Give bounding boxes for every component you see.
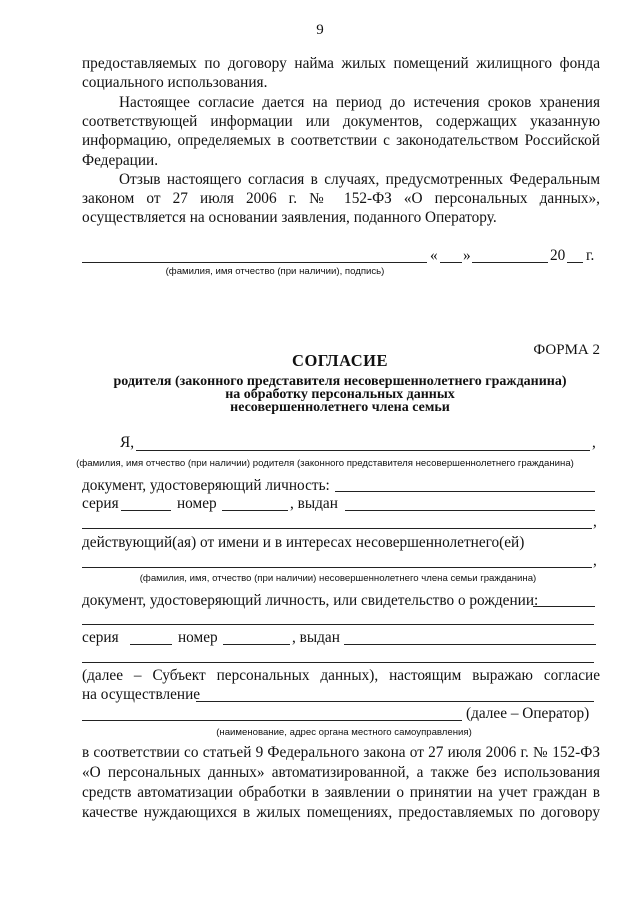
- nomer-line[interactable]: [222, 510, 288, 511]
- doc-label-2: документ, удостоверяющий личность, или свидетельство о рождении:: [82, 592, 539, 609]
- paragraph-law-reference: в соответствии со статьей 9 Федерального закона от 27 июля 2006 г. № 152-ФЗ «О персональных данных» автоматизированной, а также без использования средств автоматизации обработки в заявлении о принятии на учет граждан в качестве нуждающихся в жилых помещениях, предоставляемых по договору: [82, 744, 600, 821]
- subject-text: (далее – Субъект персональных данных), настоящим выражаю согласие: [82, 667, 600, 684]
- nomer-label: номер: [177, 495, 217, 512]
- doc-cont-line-2[interactable]: [82, 624, 594, 625]
- nomer-label-2: номер: [178, 629, 218, 646]
- org-caption: (наименование, адрес органа местного самоуправления): [216, 727, 472, 738]
- acting-text: действующий(ая) от имени и в интересах несовершеннолетнего(ей): [82, 534, 525, 551]
- seria-line[interactable]: [121, 510, 171, 511]
- vydan-line[interactable]: [345, 510, 595, 511]
- seria-line-2[interactable]: [130, 644, 172, 645]
- nomer-line-2[interactable]: [223, 644, 290, 645]
- form-subtitle-3: несовершеннолетнего члена семьи: [230, 400, 450, 415]
- paragraph-continuation: предоставляемых по договору найма жилых помещений жилищного фонда социального использования.: [82, 55, 600, 92]
- child-caption: (фамилия, имя, отчество (при наличии) несовершеннолетнего члена семьи гражданина): [139, 573, 537, 584]
- date-year-line[interactable]: [567, 262, 583, 263]
- paragraph-withdrawal: Отзыв настоящего согласия в случаях, предусмотренных Федеральным законом от 27 июля 2006 г. № 152-ФЗ «О персональных данных», осуществляется на основании заявления, поданного Оператору.: [82, 171, 600, 227]
- date-year-suffix: г.: [586, 247, 595, 264]
- signature-name-line[interactable]: [82, 262, 427, 263]
- signature-caption: (фамилия, имя отчество (при наличии), подпись): [165, 266, 385, 277]
- date-month-line[interactable]: [472, 262, 548, 263]
- date-year-prefix: 20: [550, 247, 566, 264]
- parent-caption: (фамилия, имя отчество (при наличии) родителя (законного представителя несовершеннолетнего гражданина): [76, 458, 574, 469]
- child-name-line[interactable]: [82, 567, 592, 568]
- na-osush-label: на осуществление: [82, 686, 201, 703]
- date-day-line[interactable]: [440, 262, 462, 263]
- date-quote-close: »: [463, 247, 471, 264]
- doc-line[interactable]: [335, 491, 595, 492]
- form-subtitle-1: родителя (законного представителя несовершеннолетнего гражданина): [113, 374, 567, 389]
- na-osush-line[interactable]: [196, 701, 594, 702]
- vydan-cont-line-2[interactable]: [82, 662, 594, 663]
- comma: ,: [593, 552, 597, 569]
- doc-line-2[interactable]: [533, 606, 595, 607]
- seria-label: серия: [82, 495, 119, 512]
- parent-name-line[interactable]: [136, 450, 590, 451]
- form-subtitle-2: на обработку персональных данных: [225, 387, 455, 402]
- seria-label-2: серия: [82, 629, 119, 646]
- form-title: СОГЛАСИЕ: [292, 351, 388, 370]
- ya-label: Я,: [120, 434, 135, 451]
- paragraph-consent-period: Настоящее согласие дается на период до истечения сроков хранения соответствующей информации или документов, содержащих указанную информацию, определяемых в соответствии с законодательством Российской Федерации.: [82, 94, 600, 169]
- comma: ,: [593, 513, 597, 530]
- operator-line[interactable]: [82, 720, 462, 721]
- vydan-cont-line[interactable]: [82, 528, 592, 529]
- vydan-line-2[interactable]: [344, 644, 596, 645]
- vydan-label: , выдан: [290, 495, 338, 512]
- date-quote-open: «: [430, 247, 438, 264]
- doc-label: документ, удостоверяющий личность:: [82, 477, 330, 494]
- page-number: 9: [316, 22, 324, 38]
- vydan-label-2: , выдан: [292, 629, 340, 646]
- comma: ,: [592, 434, 596, 451]
- form-label: ФОРМА 2: [533, 342, 600, 358]
- operator-label: (далее – Оператор): [466, 705, 590, 722]
